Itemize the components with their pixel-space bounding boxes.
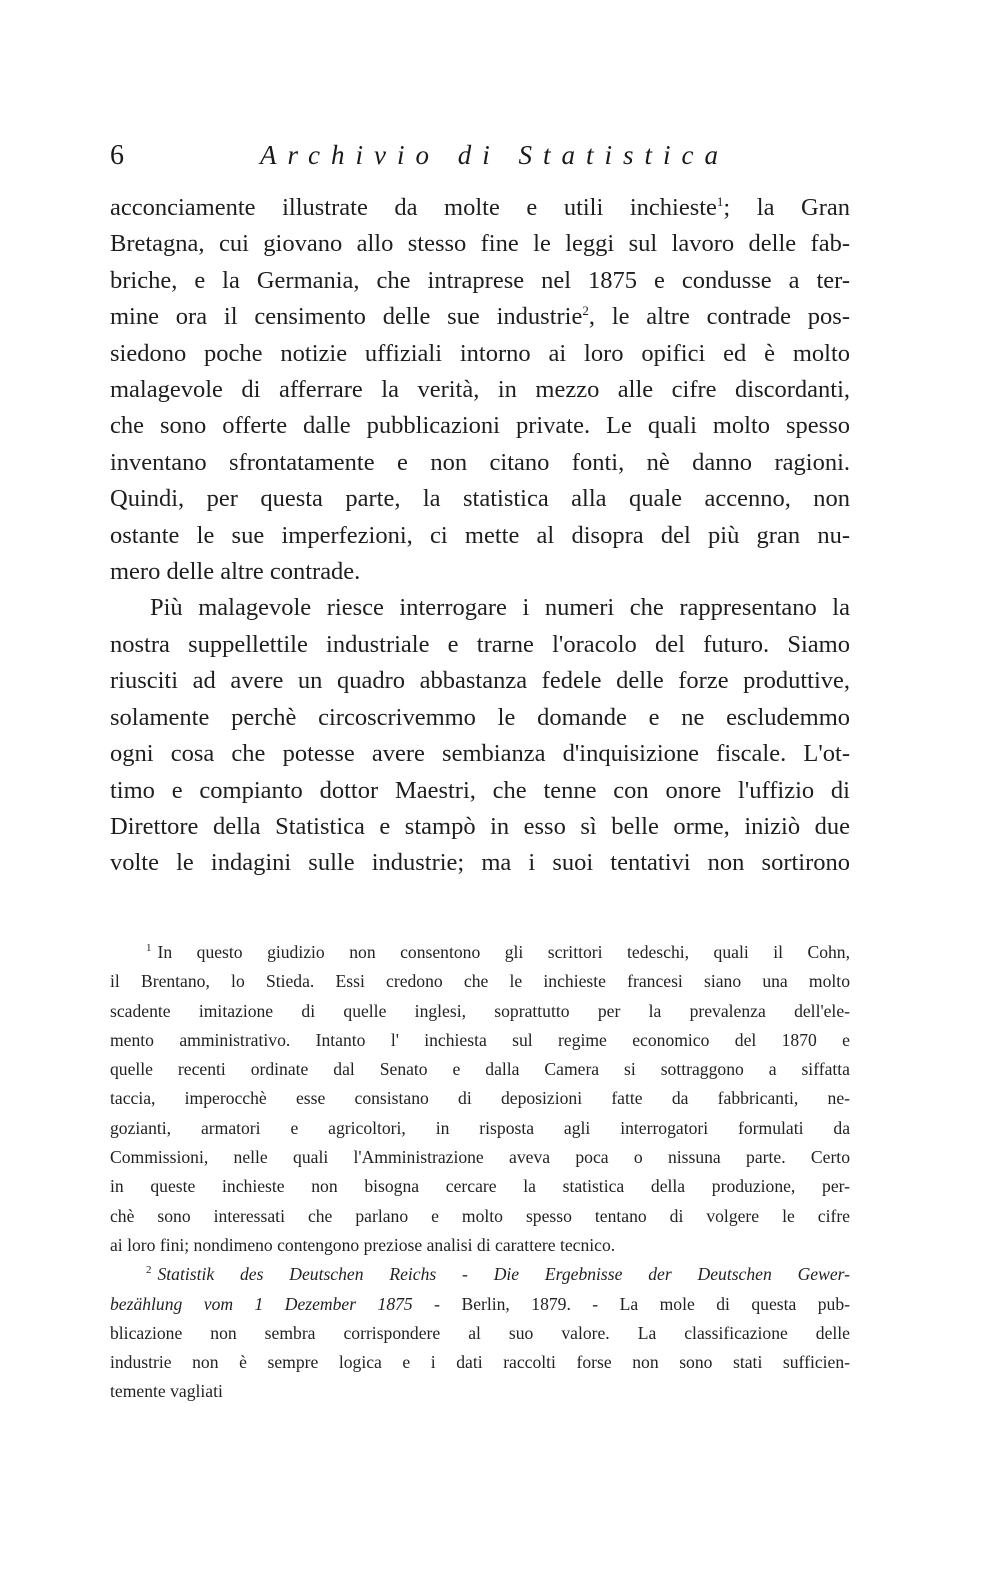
text-fragment: , le altre contrade pos- <box>588 303 850 331</box>
text-line: mero delle altre contrade. <box>110 558 361 586</box>
footnotes <box>110 938 850 1407</box>
footnote-line: blicazione non sembra corrispondere al suo valore. La classificazione delle <box>110 1322 850 1343</box>
text-line: timo e compianto dottor Maestri, che tenne con onore l'uffizio di <box>110 776 850 804</box>
text-line: siedono poche notizie uffiziali intorno ai loro opifici ed è molto <box>110 339 850 367</box>
page-number: 6 <box>110 140 124 171</box>
text-line: solamente perchè circoscrivemmo le domande e ne escludemmo <box>110 703 850 731</box>
footnote-ref-2[interactable]: 2 <box>582 303 589 319</box>
footnote-line: gozianti, armatori e agricoltori, in risposta agli interrogatori formulati da <box>110 1117 850 1138</box>
citation-title: Statistik des Deutschen Reichs - Die Ergebnisse der Deutschen Gewer- <box>157 1264 850 1285</box>
paragraph-1 <box>110 190 850 590</box>
text-fragment: mine ora il censimento delle sue industrie <box>110 303 583 331</box>
text-line: Quindi, per questa parte, la statistica alla quale accenno, non <box>110 485 850 513</box>
footnote-1 <box>110 938 850 1260</box>
footnote-marker: 1 <box>146 942 152 955</box>
paragraph-2 <box>110 590 850 881</box>
footnote-line: mento amministrativo. Intanto l' inchiesta sul regime economico del 1870 e <box>110 1029 850 1050</box>
text-line: che sono offerte dalle pubblicazioni private. Le quali molto spesso <box>110 412 850 440</box>
main-text <box>110 190 850 882</box>
citation-title: bezählung vom 1 Dezember 1875 <box>110 1293 413 1314</box>
text-line: briche, e la Germania, che intraprese nel 1875 e condusse a ter- <box>110 266 850 294</box>
footnote-line: scadente imitazione di quelle inglesi, soprattutto per la prevalenza dell'ele- <box>110 1000 850 1021</box>
footnote-line: quelle recenti ordinate dal Senato e dalla Camera si sottraggono a siffatta <box>110 1059 850 1080</box>
footnote-ref-1[interactable]: 1 <box>716 193 724 209</box>
text-fragment: acconciamente illustrate da molte e utili inchieste <box>110 194 717 221</box>
footnote-line: taccia, imperocchè esse consistano di deposizioni fatte da fabbricanti, ne- <box>110 1088 850 1109</box>
footnote-line: Commissioni, nelle quali l'Amministrazione aveva poca o nissuna parte. Certo <box>110 1147 850 1168</box>
footnote-line <box>110 938 850 967</box>
text-fragment: ; la Gran <box>723 194 850 221</box>
footnote-line <box>110 1290 850 1319</box>
text-line: riusciti ad avere un quadro abbastanza fedele delle forze produttive, <box>110 667 850 695</box>
text-line: volte le indagini sulle industrie; ma i suoi tentativi non sortirono <box>110 849 850 877</box>
text-line: ostante le sue imperfezioni, ci mette al disopra del più gran nu- <box>110 521 850 549</box>
text-line <box>110 190 850 226</box>
running-title: Archivio di Statistica <box>260 140 729 170</box>
footnote-2 <box>110 1260 850 1406</box>
text-line: nostra suppellettile industriale e trarne l'oracolo del futuro. Siamo <box>110 630 850 658</box>
footnote-line <box>110 1260 850 1289</box>
footnote-marker: 2 <box>146 1264 152 1277</box>
footnote-line: temente vagliati <box>110 1381 223 1402</box>
text-line <box>110 299 850 335</box>
footnote-line: industrie non è sempre logica e i dati raccolti forse non sono stati sufficien- <box>110 1352 850 1373</box>
text-fragment: In questo giudizio non consentono gli scrittori tedeschi, quali il Cohn, <box>157 942 850 962</box>
footnote-line: chè sono interessati che parlano e molto spesso tentano di volgere le cifre <box>110 1205 850 1226</box>
text-line: Direttore della Statistica e stampò in esso sì belle orme, iniziò due <box>110 812 850 840</box>
text-line: malagevole di afferrare la verità, in mezzo alle cifre discordanti, <box>110 376 850 404</box>
text-fragment: - Berlin, 1879. - La mole di questa pub- <box>412 1293 850 1314</box>
text-line: inventano sfrontatamente e non citano fonti, nè danno ragioni. <box>110 448 850 476</box>
text-line: Più malagevole riesce interrogare i numeri che rappresentano la <box>150 594 850 622</box>
text-line: Bretagna, cui giovano allo stesso fine le leggi sul lavoro delle fab- <box>110 230 850 258</box>
footnote-line: in queste inchieste non bisogna cercare la statistica della produzione, per- <box>110 1176 850 1197</box>
page-header <box>110 140 850 180</box>
footnote-line: ai loro fini; nondimeno contengono preziose analisi di carattere tecnico. <box>110 1234 616 1255</box>
text-line: ogni cosa che potesse avere sembianza d'inquisizione fiscale. L'ot- <box>110 740 850 768</box>
footnote-line: il Brentano, lo Stieda. Essi credono che le inchieste francesi siano una molto <box>110 971 850 992</box>
